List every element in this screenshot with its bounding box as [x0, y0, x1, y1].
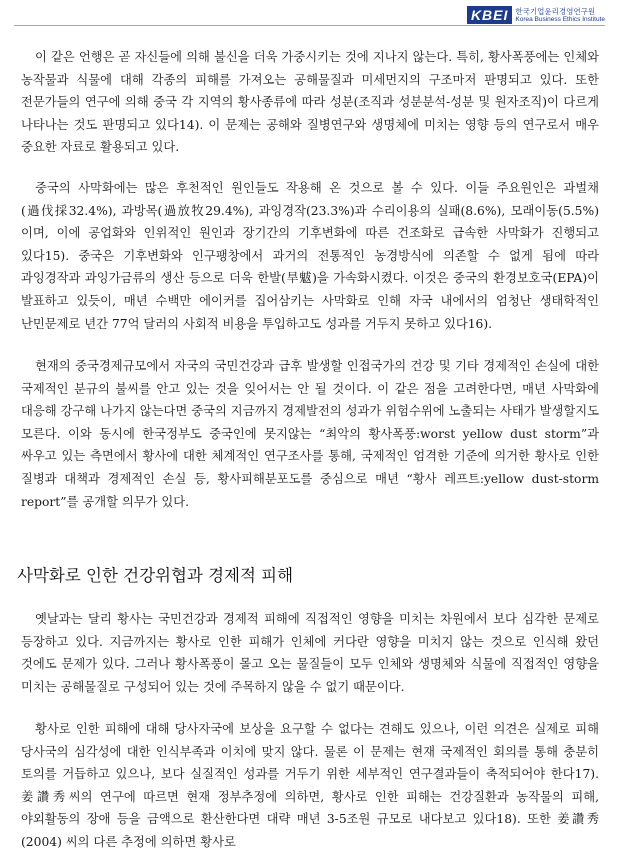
paragraph: 현재의 중국경제규모에서 자국의 국민건강과 급후 발생할 인접국가의 건강 및 기타 경제적인 손실에 대한 국제적인 분규의 불씨를 안고 있는 것을 잊어서는 안 될 것이다. 이 같은 점을 고려한다면, 매년 사막화에 대응해 강구해 나가지 않는다면 중국의 지금까지 경제발전의 성과가 위험수위에 노출되는 사태가 발생할지도 모른다. 이와 동시에 한국정부도 중국인에 못지않는 “최악의 황사폭풍:worst yellow dust storm”과 싸우고 있는 측면에서 황사에 대한 체계적인 연구조사를 통해, 국제적인 엄격한 기준에 의거한 황사로 인한 질병과 대책과 경제적인 손실 등, 황사피해분포도를 중심으로 매년 “황사 레프트:yellow dust-storm report”를 공개할 의무가 있다.: [21, 359, 599, 509]
paragraph: 중국의 사막화에는 많은 후천적인 원인들도 작용해 온 것으로 볼 수 있다. 이들 주요원인은 과벌채(過伐採32.4%), 과방목(過放牧29.4%), 과잉경작(23.3%)과 수리이용의 실패(8.6%), 모래이동(5.5%)이며, 이에 공업화와 인위적인 원인과 장기간의 기후변화에 따른 건조화로 급속한 사막화가 진행되고 있다15). 중국은 기후변화와 인구팽창에서 과거의 전통적인 농경방식에 의존할 수 없게 됨에 따라 과잉경작과 과잉가금류의 생산 등으로 더욱 한발(旱魃)을 가속화시켰다. 이것은 중국의 환경보호국(EPA)이 발표하고 있듯이, 매년 수백만 에이커를 집어삼키는 사막화로 인해 자국 내에서의 엄청난 생태학적인 난민문제로 년간 77억 달러의 사회적 비용을 투입하고도 성과를 거두지 못하고 있다16).: [21, 181, 599, 331]
paragraph: 이 같은 언행은 곧 자신들에 의해 불신을 더욱 가중시키는 것에 지나지 않는다. 특히, 황사폭풍에는 인체와 농작물과 식물에 대해 각종의 피해를 가져오는 공해물질과 미세먼지의 구조마저 판명되고 있다. 또한 전문가들의 연구에 의해 중국 각 지역의 황사종류에 따라 성분(조직과 성분분석-성분 및 원자조직)이 다르게 나타나는 것도 판명되고 있다14). 이 문제는 공해와 질병연구와 생명체에 미치는 영향 등의 연구로서 매우 중요한 자료로 활용되고 있다.: [21, 50, 599, 155]
paragraph: 황사로 인한 피해에 대해 당사자국에 보상을 요구할 수 없다는 견해도 있으나, 이런 의견은 실제로 피해 당사국의 심각성에 대한 인식부족과 이치에 맞지 않다. 물론 이 문제는 현재 국제적인 회의를 통해 충분히 토의를 거듭하고 있으나, 보다 실질적인 성과를 거두기 위한 세부적인 연구결과들이 축적되어야 한다17). 姜讚秀씨의 연구에 따르면 현재 정부추정에 의하면, 황사로 인한 피해는 건강질환과 농작물의 피해, 야외활동의 장애 등을 금액으로 환산한다면 대략 매년 3-5조원 규모로 내다보고 있다18). 또한 姜讚秀(2004) 씨의 다른 추정에 의하면 황사로: [21, 722, 599, 849]
institute-name-english: Korea Business Ethics Institute: [515, 15, 605, 23]
institute-name-korean: 한국기업윤리경영연구원: [515, 6, 596, 16]
section-heading: 사막화로 인한 건강위협과 경제적 피해: [17, 566, 294, 585]
paragraph: 옛날과는 달리 황사는 국민건강과 경제적 피해에 직접적인 영향을 미치는 차원에서 보다 심각한 문제로 등장하고 있다. 지금까지는 황사로 인한 피해가 인체에 커다란 영향을 미치지 않는 것으로 인식해 왔던 것에도 문제가 있다. 그러나 황사폭풍이 몰고 오는 물질들이 모두 인체와 생명체와 식물에 직접적인 영향을 미치는 공해물질로 구성되어 있는 것에 주목하지 않을 수 없기 때문이다.: [21, 612, 599, 694]
header-divider: [14, 25, 605, 26]
institute-name: [515, 7, 605, 24]
kbei-logo-mark: KBEI: [467, 6, 512, 24]
institute-logo: [467, 6, 605, 24]
